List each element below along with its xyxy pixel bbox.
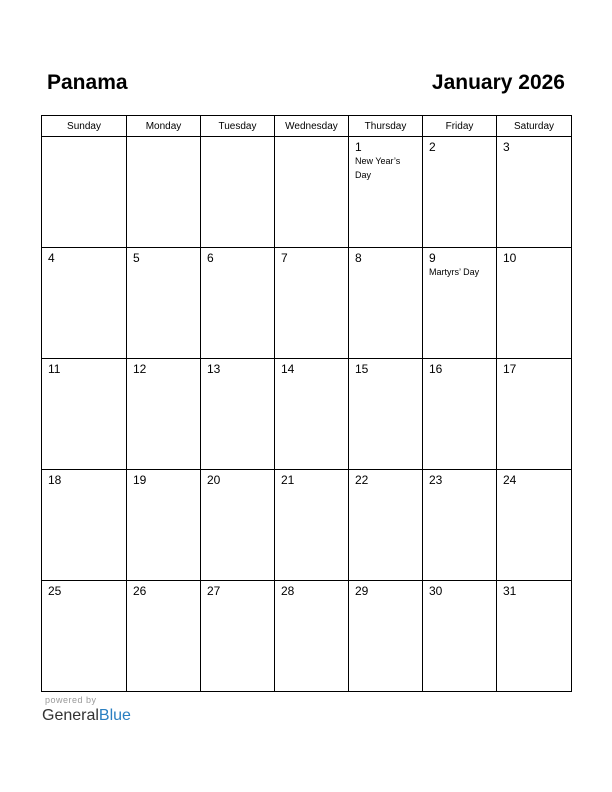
weekday-saturday: Saturday	[497, 116, 572, 137]
day-cell	[275, 137, 349, 248]
day-number: 20	[207, 473, 221, 487]
day-cell	[275, 581, 349, 692]
day-cell	[201, 359, 275, 470]
day-cell	[42, 581, 127, 692]
day-cell	[127, 470, 201, 581]
holiday-label: New Year’s Day	[355, 156, 401, 180]
day-cell	[423, 470, 497, 581]
day-cell	[423, 137, 497, 248]
day-cell	[42, 248, 127, 359]
weekday-thursday: Thursday	[349, 116, 423, 137]
day-number: 5	[133, 251, 140, 265]
day-number: 9	[429, 251, 436, 265]
brand-blue-text: Blue	[98, 707, 131, 724]
day-number: 21	[281, 473, 295, 487]
day-number: 1	[355, 140, 362, 154]
day-cell	[127, 137, 201, 248]
day-number	[42, 137, 126, 140]
day-number: 18	[48, 473, 62, 487]
day-cell	[201, 470, 275, 581]
day-cell	[423, 359, 497, 470]
week-row	[42, 248, 572, 359]
day-number: 22	[355, 473, 369, 487]
week-row	[42, 470, 572, 581]
day-cell	[423, 581, 497, 692]
day-number: 26	[133, 584, 147, 598]
weekday-tuesday: Tuesday	[201, 116, 275, 137]
day-number: 4	[48, 251, 55, 265]
day-cell	[275, 470, 349, 581]
calendar-grid	[41, 115, 572, 692]
day-number: 19	[133, 473, 147, 487]
day-cell	[349, 359, 423, 470]
day-number: 25	[48, 584, 62, 598]
day-cell	[497, 470, 572, 581]
generalblue-footer[interactable]	[42, 695, 131, 726]
day-number	[127, 137, 200, 140]
day-number: 10	[503, 251, 517, 265]
day-cell	[127, 359, 201, 470]
week-row	[42, 581, 572, 692]
day-number: 15	[355, 362, 369, 376]
day-number: 17	[503, 362, 517, 376]
day-number: 11	[48, 362, 61, 376]
weekday-wednesday: Wednesday	[275, 116, 349, 137]
month-year-title: January 2026	[431, 71, 565, 94]
day-cell	[42, 470, 127, 581]
day-number: 28	[281, 584, 295, 598]
day-cell	[127, 248, 201, 359]
weekday-header-row	[42, 116, 572, 137]
holiday-label: Martyrs’ Day	[429, 267, 480, 277]
day-number	[201, 137, 274, 140]
day-cell	[497, 581, 572, 692]
day-cell	[349, 137, 423, 248]
week-row	[42, 137, 572, 248]
powered-by-text: powered by	[45, 695, 97, 705]
day-cell	[349, 470, 423, 581]
day-cell	[42, 359, 127, 470]
day-number: 27	[207, 584, 221, 598]
weekday-monday: Monday	[127, 116, 201, 137]
generalblue-logo[interactable]	[42, 706, 131, 726]
brand-general-text: General	[42, 707, 99, 724]
day-number: 7	[281, 251, 288, 265]
day-number: 24	[503, 473, 517, 487]
day-number: 13	[207, 362, 221, 376]
day-cell	[423, 248, 497, 359]
day-cell	[497, 137, 572, 248]
day-number: 8	[355, 251, 362, 265]
day-cell	[127, 581, 201, 692]
week-row	[42, 359, 572, 470]
day-cell	[42, 137, 127, 248]
day-number: 31	[503, 584, 517, 598]
day-number: 16	[429, 362, 443, 376]
day-number: 30	[429, 584, 443, 598]
weekday-friday: Friday	[423, 116, 497, 137]
weekday-sunday: Sunday	[42, 116, 127, 137]
day-number: 29	[355, 584, 369, 598]
day-number	[275, 137, 348, 140]
day-cell	[201, 248, 275, 359]
day-cell	[275, 359, 349, 470]
day-cell	[201, 581, 275, 692]
country-title: Panama	[47, 71, 128, 94]
day-number: 14	[281, 362, 295, 376]
day-cell	[201, 137, 275, 248]
day-cell	[497, 248, 572, 359]
day-cell	[349, 581, 423, 692]
day-number: 6	[207, 251, 214, 265]
day-cell	[275, 248, 349, 359]
day-cell	[497, 359, 572, 470]
day-number: 23	[429, 473, 443, 487]
day-number: 3	[503, 140, 510, 154]
day-cell	[349, 248, 423, 359]
day-number: 2	[429, 140, 436, 154]
day-number: 12	[133, 362, 147, 376]
